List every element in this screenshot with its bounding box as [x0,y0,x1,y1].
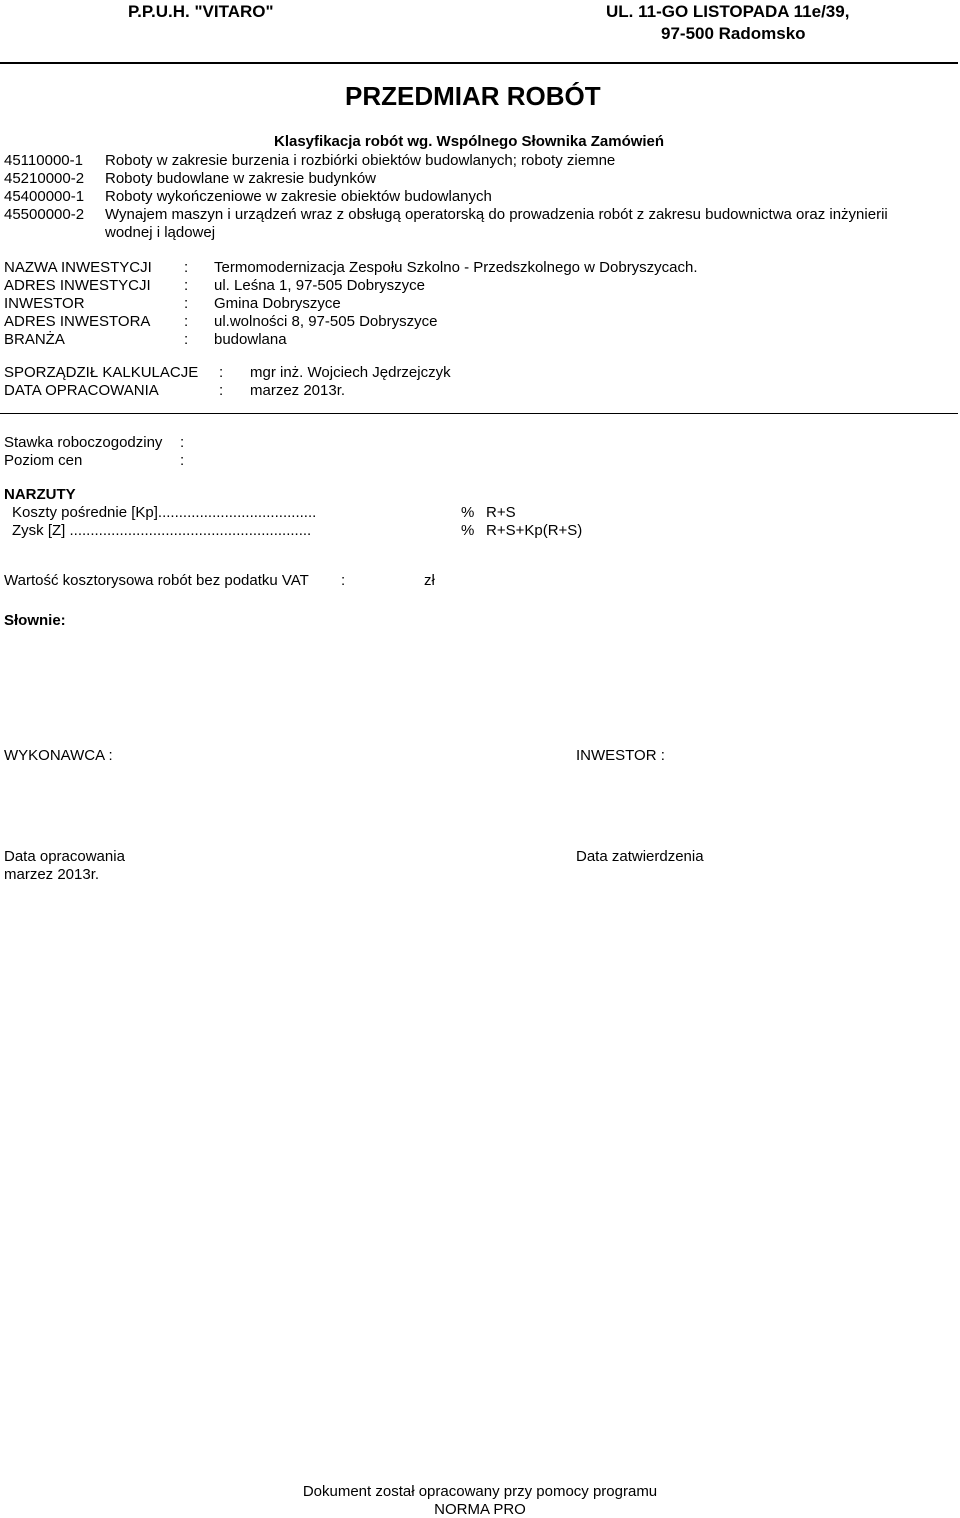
contractor-signature-label: WYKONAWCA : [4,747,113,764]
profit-basis: R+S+Kp(R+S) [486,522,583,539]
price-level-label: Poziom cen [4,452,83,469]
currency-unit: zł [424,572,435,589]
hourly-rate-label: Stawka roboczogodziny [4,434,163,451]
preparation-date-footer-value: marzez 2013r. [4,866,100,883]
cpv-description: Roboty w zakresie burzenia i rozbiórki obiektów budowlanych; roboty ziemne [105,152,616,169]
separator-colon: : [184,295,189,312]
cpv-code: 45500000-2 [4,206,85,223]
percent-unit: % [461,522,475,539]
footer-note: Dokument został opracowany przy pomocy programu [302,1483,658,1500]
separator-colon: : [184,313,189,330]
trade-value: budowlana [214,331,287,348]
page-title: PRZEDMIAR ROBÓT [345,81,601,111]
separator-colon: : [180,434,185,451]
in-words-label: Słownie: [4,612,66,629]
company-address-line1: UL. 11-GO LISTOPADA 11e/39, [606,2,850,21]
preparation-date-value: marzez 2013r. [250,382,346,399]
cpv-description: Roboty budowlane w zakresie budynków [105,170,376,187]
surcharges-heading: NARZUTY [4,486,76,503]
investment-address-label: ADRES INWESTYCJI [4,277,151,294]
trade-label: BRANŻA [4,331,65,348]
separator-colon: : [184,331,189,348]
classification-heading: Klasyfikacja robót wg. Wspólnego Słownika Zamówień [274,133,665,150]
footer-program-name: NORMA PRO [434,1501,526,1518]
cpv-description: Roboty wykończeniowe w zakresie obiektów budowlanych [105,188,492,205]
cpv-code: 45210000-2 [4,170,85,187]
separator-colon: : [184,259,189,276]
preparation-date-caption: Data opracowania [4,848,125,865]
cpv-code: 45110000-1 [4,152,83,169]
company-address-line2: 97-500 Radomsko [661,24,806,43]
indirect-costs-basis: R+S [486,504,516,521]
investment-name-value: Termomodernizacja Zespołu Szkolno - Przedszkolnego w Dobryszycach. [214,259,698,276]
investor-value: Gmina Dobryszyce [214,295,341,312]
profit-label: Zysk [Z] .......................................................... [12,522,312,539]
header-divider [0,62,958,64]
indirect-costs-label: Koszty pośrednie [Kp]...................................... [12,504,317,521]
percent-unit: % [461,504,475,521]
section-divider [0,413,958,414]
cpv-description: Wynajem maszyn i urządzeń wraz z obsługą operatorską do prowadzenia robót z zakresu budownictwa oraz inżynierii [105,206,888,223]
investor-address-value: ul.wolności 8, 97-505 Dobryszyce [214,313,438,330]
investor-label: INWESTOR [4,295,85,312]
company-name: P.P.U.H. "VITARO" [128,2,274,21]
separator-colon: : [219,364,224,381]
investor-signature-label: INWESTOR : [576,747,665,764]
cpv-code: 45400000-1 [4,188,85,205]
investor-address-label: ADRES INWESTORA [4,313,151,330]
prepared-by-label: SPORZĄDZIŁ KALKULACJE [4,364,199,381]
investment-name-label: NAZWA INWESTYCJI [4,259,152,276]
investment-address-value: ul. Leśna 1, 97-505 Dobryszyce [214,277,425,294]
preparation-date-label: DATA OPRACOWANIA [4,382,159,399]
separator-colon: : [219,382,224,399]
approval-date-caption: Data zatwierdzenia [576,848,704,865]
separator-colon: : [180,452,185,469]
estimated-value-label: Wartość kosztorysowa robót bez podatku VAT [4,572,309,589]
separator-colon: : [341,572,346,589]
prepared-by-value: mgr inż. Wojciech Jędrzejczyk [250,364,451,381]
cpv-description-continued: wodnej i lądowej [105,224,216,241]
separator-colon: : [184,277,189,294]
